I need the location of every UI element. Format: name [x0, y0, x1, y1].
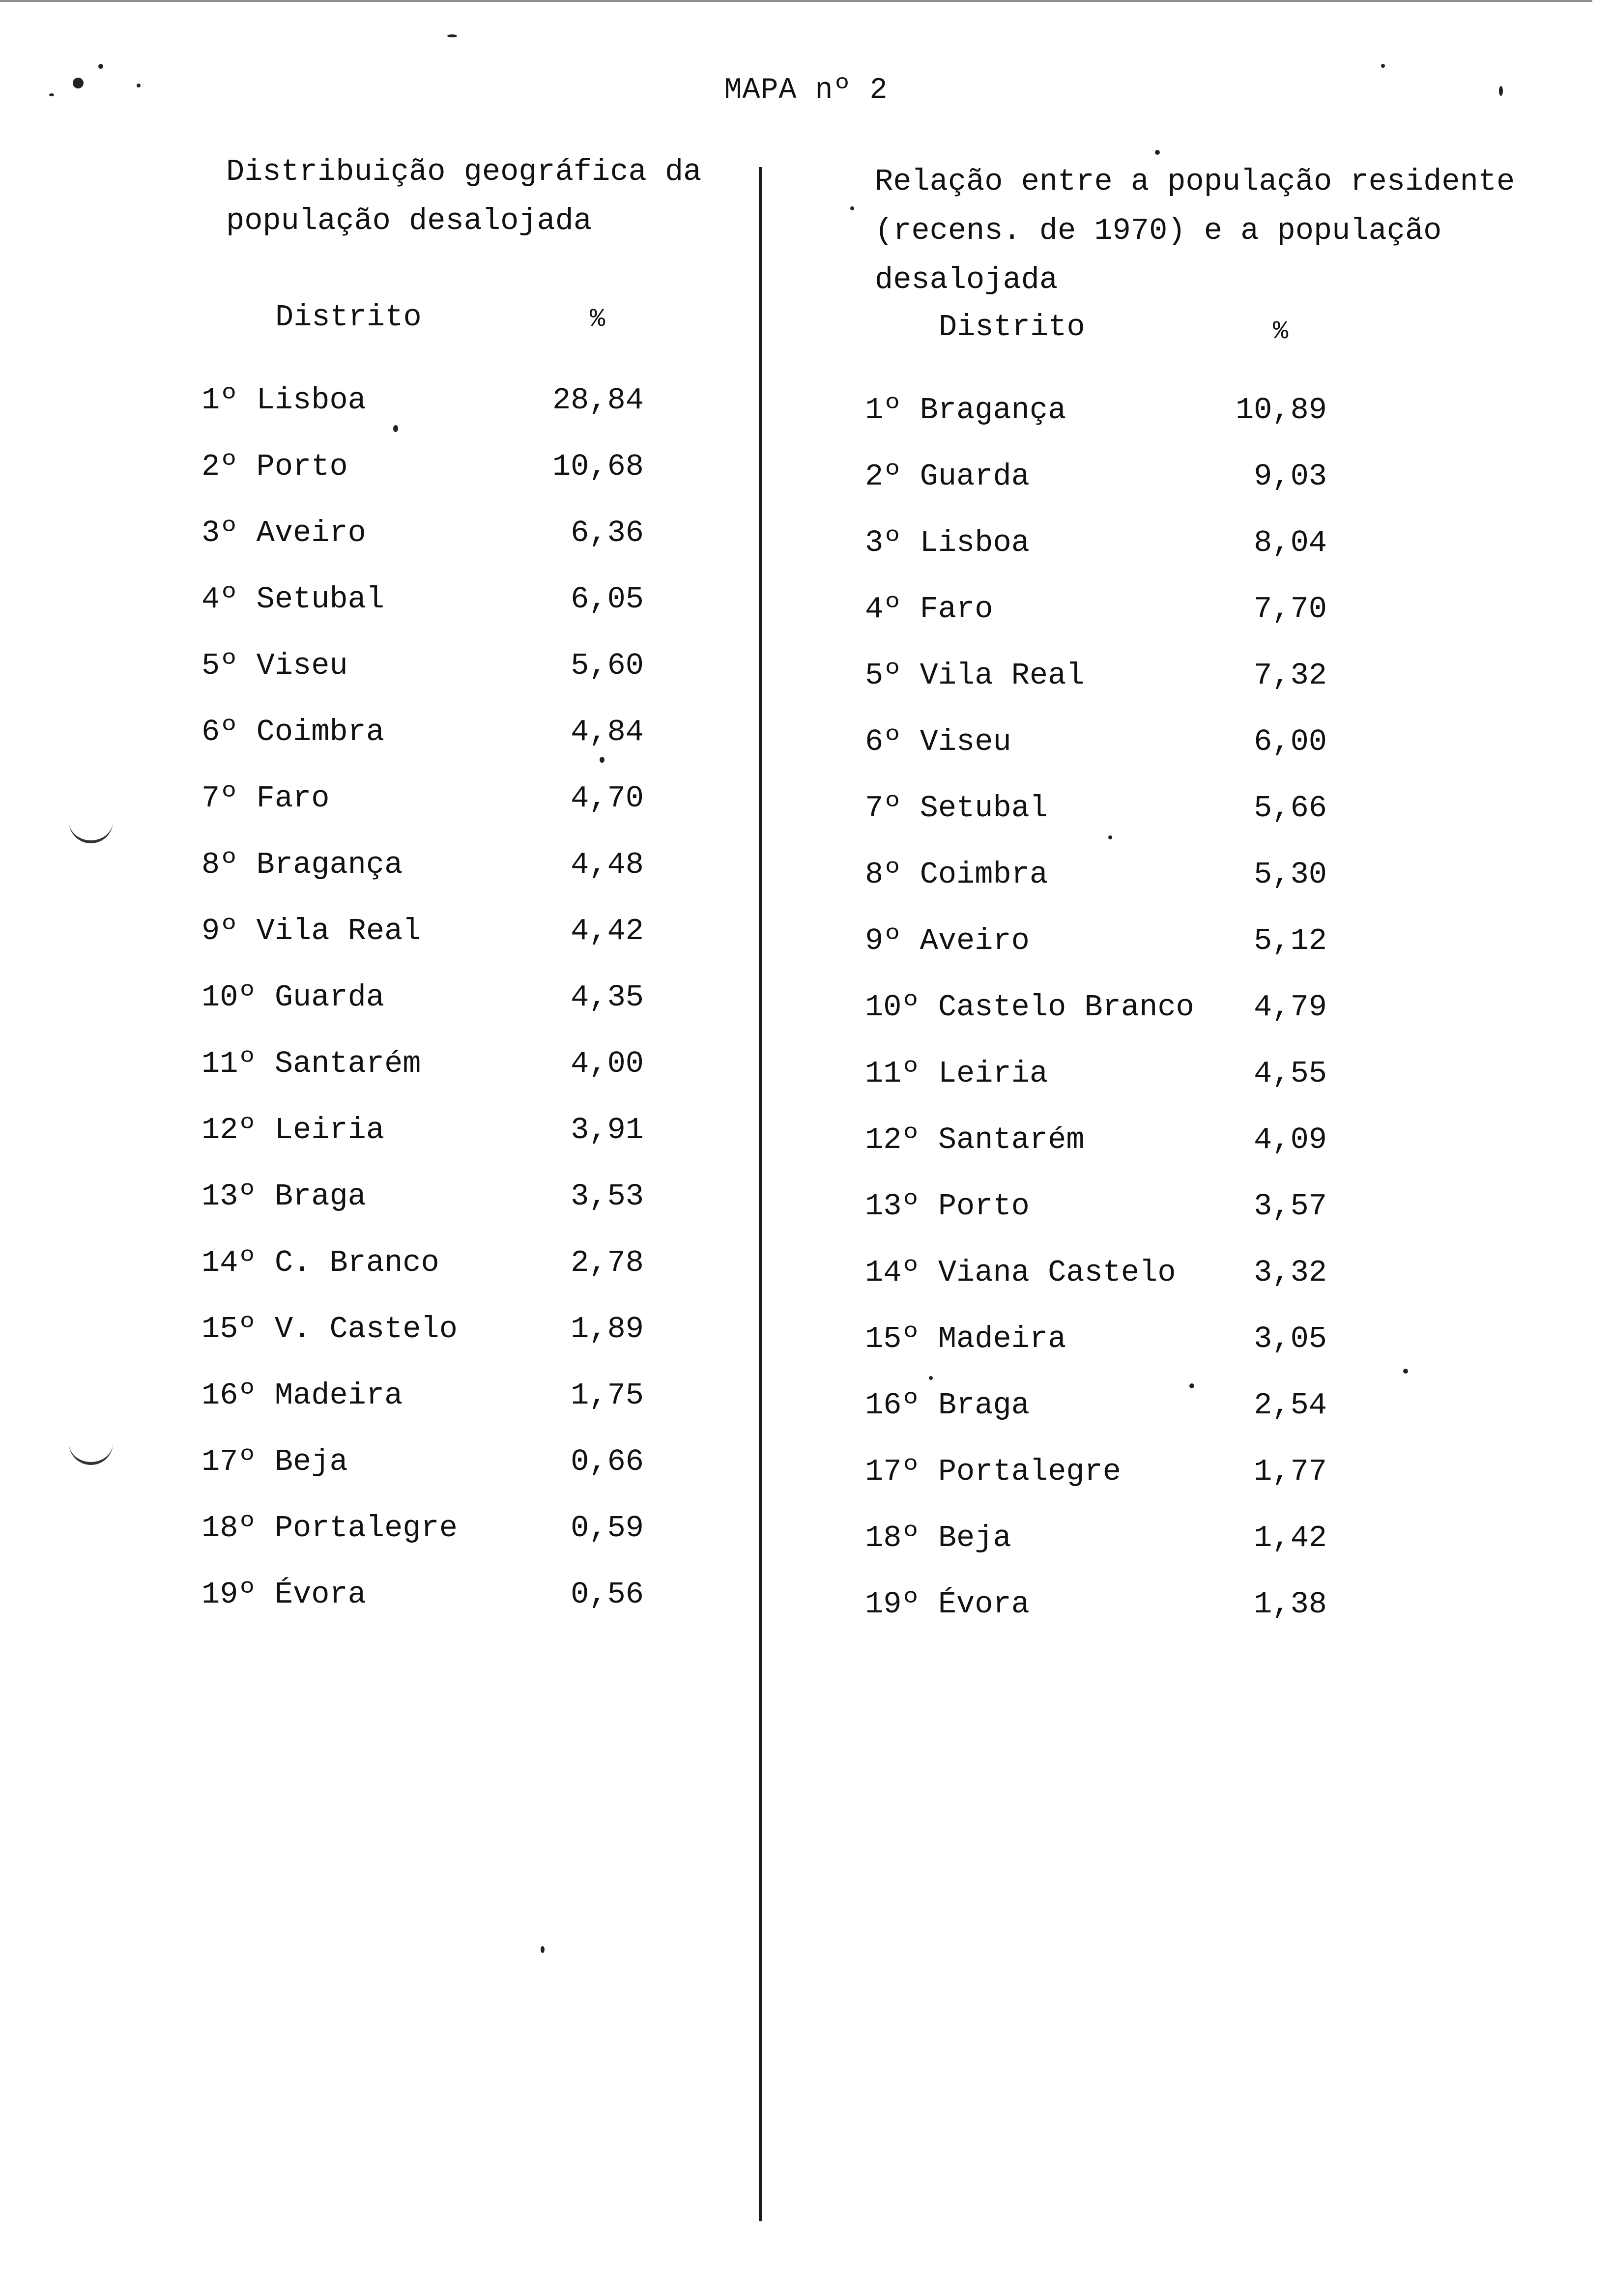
- rank-label: 5º: [202, 648, 238, 683]
- rank-label: 13º: [865, 1189, 920, 1224]
- row-rank-district: [202, 1433, 348, 1492]
- percent-value: 7,70: [1254, 592, 1327, 627]
- table-row: [865, 1376, 1356, 1435]
- rank-label: 15º: [202, 1312, 257, 1347]
- district-name: Guarda: [274, 980, 385, 1015]
- percent-value: 6,05: [571, 582, 644, 617]
- district-name: Beja: [938, 1521, 1011, 1555]
- top-rule: [0, 0, 1592, 2]
- table-row: [865, 978, 1356, 1037]
- row-rank-district: [202, 703, 384, 762]
- rank-label: 7º: [865, 791, 902, 826]
- row-rank-district: [202, 1499, 458, 1558]
- percent-value: 3,05: [1254, 1321, 1327, 1356]
- row-rank-district: [865, 1442, 1121, 1501]
- row-rank-district: [202, 902, 421, 961]
- left-heading-line-1: Distribuição geográfica da: [226, 154, 702, 189]
- rank-label: 1º: [865, 393, 902, 428]
- table-row: [865, 779, 1356, 838]
- rank-label: 4º: [865, 592, 902, 627]
- district-name: Lisboa: [256, 383, 366, 418]
- percent-value: 0,66: [571, 1444, 644, 1479]
- row-rank-district: [865, 1243, 1176, 1302]
- percent-value: 8,04: [1254, 525, 1327, 560]
- district-name: V. Castelo: [274, 1312, 458, 1347]
- district-name: Aveiro: [256, 516, 366, 550]
- row-rank-district: [865, 1177, 1030, 1236]
- percent-value: 3,91: [571, 1113, 644, 1148]
- rank-label: 19º: [865, 1587, 920, 1622]
- percent-value: 4,55: [1254, 1056, 1327, 1091]
- left-heading-line-2: população desalojada: [226, 203, 592, 238]
- table-row: [865, 1575, 1356, 1634]
- percent-value: 1,75: [571, 1378, 644, 1413]
- percent-value: 2,78: [571, 1245, 644, 1280]
- table-row: [202, 703, 693, 762]
- row-rank-district: [202, 504, 366, 563]
- row-rank-district: [202, 1300, 458, 1359]
- table-row: [865, 1111, 1356, 1170]
- table-row: [202, 1366, 693, 1425]
- percent-value: 3,32: [1254, 1255, 1327, 1290]
- left-table-heading: [226, 147, 718, 246]
- percent-value: 3,57: [1254, 1189, 1327, 1224]
- district-name: Madeira: [274, 1378, 403, 1413]
- rank-label: 5º: [865, 658, 902, 693]
- scan-smudge: [69, 1442, 113, 1465]
- rank-label: 3º: [865, 525, 902, 560]
- rank-label: 6º: [202, 715, 238, 749]
- district-name: Bragança: [256, 847, 403, 882]
- table-row: [202, 371, 693, 430]
- rank-label: 10º: [202, 980, 257, 1015]
- row-rank-district: [865, 1575, 1030, 1634]
- district-name: Setubal: [256, 582, 385, 617]
- percent-value: 5,12: [1254, 923, 1327, 958]
- table-row: [865, 1177, 1356, 1236]
- table-row: [865, 1310, 1356, 1369]
- table-row: [202, 1167, 693, 1226]
- rank-label: 2º: [202, 449, 238, 484]
- rank-label: 13º: [202, 1179, 257, 1214]
- percent-value: 5,60: [571, 648, 644, 683]
- district-name: Viseu: [920, 724, 1011, 759]
- right-heading-line-2: (recens. de 1970) e a população desalojada: [875, 213, 1442, 297]
- percent-value: 6,00: [1254, 724, 1327, 759]
- percent-value: 4,48: [571, 847, 644, 882]
- row-rank-district: [865, 1376, 1030, 1435]
- district-name: Lisboa: [920, 525, 1030, 560]
- rank-label: 16º: [865, 1388, 920, 1423]
- rank-label: 12º: [865, 1122, 920, 1157]
- district-name: Santarém: [274, 1046, 421, 1081]
- percent-value: 0,56: [571, 1577, 644, 1612]
- right-table-heading: [875, 157, 1592, 305]
- row-rank-district: [202, 1234, 439, 1292]
- district-name: Bragança: [920, 393, 1066, 428]
- rank-label: 16º: [202, 1378, 257, 1413]
- district-name: Portalegre: [938, 1454, 1121, 1489]
- rank-label: 14º: [202, 1245, 257, 1280]
- district-name: Porto: [256, 449, 348, 484]
- district-name: Braga: [274, 1179, 366, 1214]
- table-row: [202, 835, 693, 894]
- rank-label: 18º: [865, 1521, 920, 1555]
- district-name: Guarda: [920, 459, 1030, 494]
- percent-value: 10,68: [552, 449, 644, 484]
- row-rank-district: [202, 835, 403, 894]
- table-row: [202, 1565, 693, 1624]
- district-name: Évora: [938, 1587, 1030, 1622]
- percent-value: 1,38: [1254, 1587, 1327, 1622]
- row-rank-district: [202, 968, 384, 1027]
- row-rank-district: [865, 912, 1030, 971]
- table-row: [865, 1044, 1356, 1103]
- percent-value: 1,77: [1254, 1454, 1327, 1489]
- percent-value: 1,42: [1254, 1521, 1327, 1555]
- rank-label: 10º: [865, 990, 920, 1025]
- table-row: [865, 1509, 1356, 1568]
- row-rank-district: [202, 437, 348, 496]
- district-name: Aveiro: [920, 923, 1030, 958]
- left-column-header-percent: %: [590, 305, 605, 334]
- district-name: Viseu: [256, 648, 348, 683]
- percent-value: 0,59: [571, 1511, 644, 1546]
- district-name: Vila Real: [920, 658, 1085, 693]
- rank-label: 2º: [865, 459, 902, 494]
- district-name: Évora: [274, 1577, 366, 1612]
- rank-label: 14º: [865, 1255, 920, 1290]
- rank-label: 15º: [865, 1321, 920, 1356]
- rank-label: 6º: [865, 724, 902, 759]
- table-row: [202, 504, 693, 563]
- district-name: Faro: [256, 781, 330, 816]
- row-rank-district: [202, 1366, 403, 1425]
- table-row: [865, 1442, 1356, 1501]
- district-name: Beja: [274, 1444, 348, 1479]
- rank-label: 1º: [202, 383, 238, 418]
- left-column-header-district: Distrito: [275, 300, 422, 335]
- row-rank-district: [865, 978, 1194, 1037]
- table-row: [202, 636, 693, 695]
- percent-value: 5,30: [1254, 857, 1327, 892]
- district-name: Leiria: [274, 1113, 385, 1148]
- rank-label: 4º: [202, 582, 238, 617]
- rank-label: 7º: [202, 781, 238, 816]
- district-name: Madeira: [938, 1321, 1066, 1356]
- district-name: Faro: [920, 592, 993, 627]
- rank-label: 11º: [865, 1056, 920, 1091]
- percent-value: 9,03: [1254, 459, 1327, 494]
- row-rank-district: [202, 570, 384, 629]
- row-rank-district: [202, 1565, 366, 1624]
- percent-value: 2,54: [1254, 1388, 1327, 1423]
- table-row: [202, 437, 693, 496]
- percent-value: 3,53: [571, 1179, 644, 1214]
- district-name: Santarém: [938, 1122, 1085, 1157]
- right-heading-line-1: Relação entre a população residente: [875, 164, 1515, 199]
- table-row: [202, 570, 693, 629]
- percent-value: 5,66: [1254, 791, 1327, 826]
- district-name: Leiria: [938, 1056, 1048, 1091]
- table-row: [865, 912, 1356, 971]
- rank-label: 3º: [202, 516, 238, 550]
- table-row: [865, 646, 1356, 705]
- row-rank-district: [202, 636, 348, 695]
- percent-value: 1,89: [571, 1312, 644, 1347]
- row-rank-district: [865, 580, 993, 639]
- rank-label: 9º: [865, 923, 902, 958]
- table-row: [202, 902, 693, 961]
- row-rank-district: [865, 845, 1048, 904]
- district-name: Setubal: [920, 791, 1048, 826]
- rank-label: 11º: [202, 1046, 257, 1081]
- row-rank-district: [865, 1111, 1085, 1170]
- rank-label: 9º: [202, 914, 238, 948]
- percent-value: 4,79: [1254, 990, 1327, 1025]
- row-rank-district: [202, 1101, 384, 1160]
- table-row: [865, 845, 1356, 904]
- percent-value: 4,42: [571, 914, 644, 948]
- right-column-header-percent: %: [1273, 317, 1289, 346]
- row-rank-district: [865, 1310, 1066, 1369]
- row-rank-district: [865, 1509, 1011, 1568]
- table-row: [202, 1034, 693, 1093]
- district-name: Coimbra: [256, 715, 385, 749]
- percent-value: 4,84: [571, 715, 644, 749]
- district-name: Vila Real: [256, 914, 421, 948]
- district-name: Castelo Branco: [938, 990, 1194, 1025]
- rank-label: 17º: [865, 1454, 920, 1489]
- rank-label: 18º: [202, 1511, 257, 1546]
- table-row: [865, 1243, 1356, 1302]
- table-row: [202, 1300, 693, 1359]
- percent-value: 28,84: [552, 383, 644, 418]
- page-title: MAPA nº 2: [724, 74, 888, 107]
- table-row: [202, 1433, 693, 1492]
- rank-label: 17º: [202, 1444, 257, 1479]
- district-name: Viana Castelo: [938, 1255, 1176, 1290]
- row-rank-district: [202, 1167, 366, 1226]
- percent-value: 10,89: [1235, 393, 1327, 428]
- row-rank-district: [865, 514, 1030, 573]
- district-name: Porto: [938, 1189, 1030, 1224]
- row-rank-district: [865, 381, 1066, 440]
- row-rank-district: [865, 1044, 1048, 1103]
- percent-value: 7,32: [1254, 658, 1327, 693]
- rank-label: 8º: [865, 857, 902, 892]
- district-name: C. Branco: [274, 1245, 439, 1280]
- row-rank-district: [202, 769, 329, 828]
- column-divider: [759, 167, 762, 2221]
- rank-label: 8º: [202, 847, 238, 882]
- table-row: [202, 1234, 693, 1292]
- district-name: Coimbra: [920, 857, 1048, 892]
- rank-label: 12º: [202, 1113, 257, 1148]
- table-row: [202, 1101, 693, 1160]
- percent-value: 4,70: [571, 781, 644, 816]
- percent-value: 4,00: [571, 1046, 644, 1081]
- row-rank-district: [865, 447, 1030, 506]
- table-row: [865, 580, 1356, 639]
- table-row: [202, 1499, 693, 1558]
- district-name: Braga: [938, 1388, 1030, 1423]
- table-row: [865, 713, 1356, 772]
- row-rank-district: [202, 1034, 421, 1093]
- row-rank-district: [202, 371, 366, 430]
- row-rank-district: [865, 713, 1011, 772]
- percent-value: 6,36: [571, 516, 644, 550]
- percent-value: 4,35: [571, 980, 644, 1015]
- district-name: Portalegre: [274, 1511, 458, 1546]
- row-rank-district: [865, 779, 1048, 838]
- table-row: [202, 968, 693, 1027]
- table-row: [865, 447, 1356, 506]
- row-rank-district: [865, 646, 1085, 705]
- right-column-header-district: Distrito: [939, 310, 1085, 344]
- table-row: [202, 769, 693, 828]
- rank-label: 19º: [202, 1577, 257, 1612]
- table-row: [865, 381, 1356, 440]
- percent-value: 4,09: [1254, 1122, 1327, 1157]
- scan-smudge: [69, 821, 113, 843]
- table-row: [865, 514, 1356, 573]
